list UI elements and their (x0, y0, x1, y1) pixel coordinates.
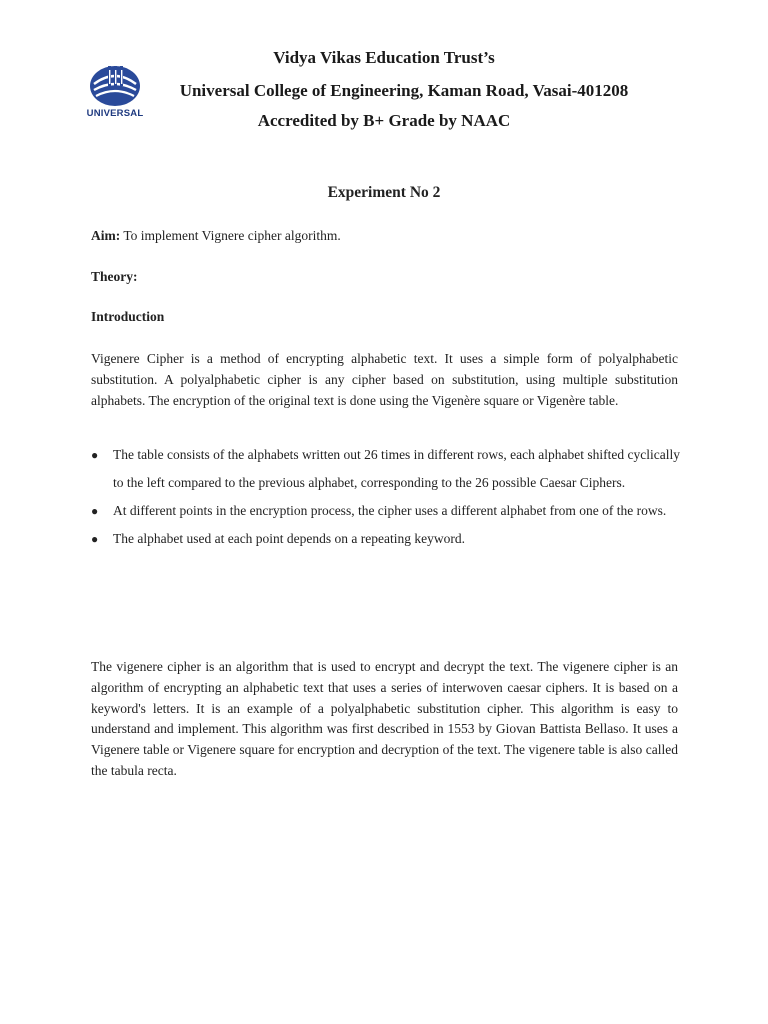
college-name: Universal College of Engineering, Kaman Road, Vasai-401208 (179, 81, 629, 100)
experiment-title: Experiment No 2 (327, 184, 441, 201)
bullet-text: The table consists of the alphabets written out 26 times in different rows, each alphabet shifted cyclically to the left compared to the previous alphabet, corresponding to the 26 possible Caesar Ciphers. (113, 447, 680, 490)
bullet-icon: ● (91, 448, 99, 462)
bullet-icon: ● (91, 504, 99, 518)
introduction-heading: Introduction (91, 309, 165, 324)
bullet-text: At different points in the encryption process, the cipher uses a different alphabet from one of the rows. (113, 503, 667, 518)
bullet-list (91, 441, 681, 553)
list-item (91, 497, 681, 525)
logo-wordmark: UNIVERSAL (86, 108, 144, 119)
aim-label: Aim: (91, 228, 121, 243)
list-item (91, 525, 681, 553)
bullet-icon: ● (91, 532, 99, 546)
trust-name: Vidya Vikas Education Trust’s (273, 48, 495, 67)
accreditation: Accredited by B+ Grade by NAAC (257, 111, 511, 130)
intro-paragraph: Vigenere Cipher is a method of encrypting alphabetic text. It uses a simple form of polyalphabetic substitution. A polyalphabetic cipher is any cipher based on substitution, using multiple substitution alphabets. The encryption of the original text is done using the Vigenère square or Vigenère table. (91, 351, 678, 408)
aim-line (91, 228, 341, 244)
list-item (91, 441, 681, 497)
theory-heading: Theory: (91, 269, 138, 284)
aim-text: To implement Vignere cipher algorithm. (120, 228, 341, 243)
closing-paragraph: The vigenere cipher is an algorithm that is used to encrypt and decrypt the text. The vigenere cipher is an algorithm of encrypting an alphabetic text that uses a series of interwoven caesar ciphers. It is based on a keyword's letters. It is an example of a polyalphabetic substitution cipher. This algorithm is easy to understand and implement. This algorithm was first described in 1553 by Giovan Battista Bellaso. It uses a Vigenere table or Vigenere square for encryption and decryption of the text. The vigenere table is also called the tabula recta. (91, 659, 678, 778)
bullet-text: The alphabet used at each point depends on a repeating keyword. (113, 531, 465, 546)
